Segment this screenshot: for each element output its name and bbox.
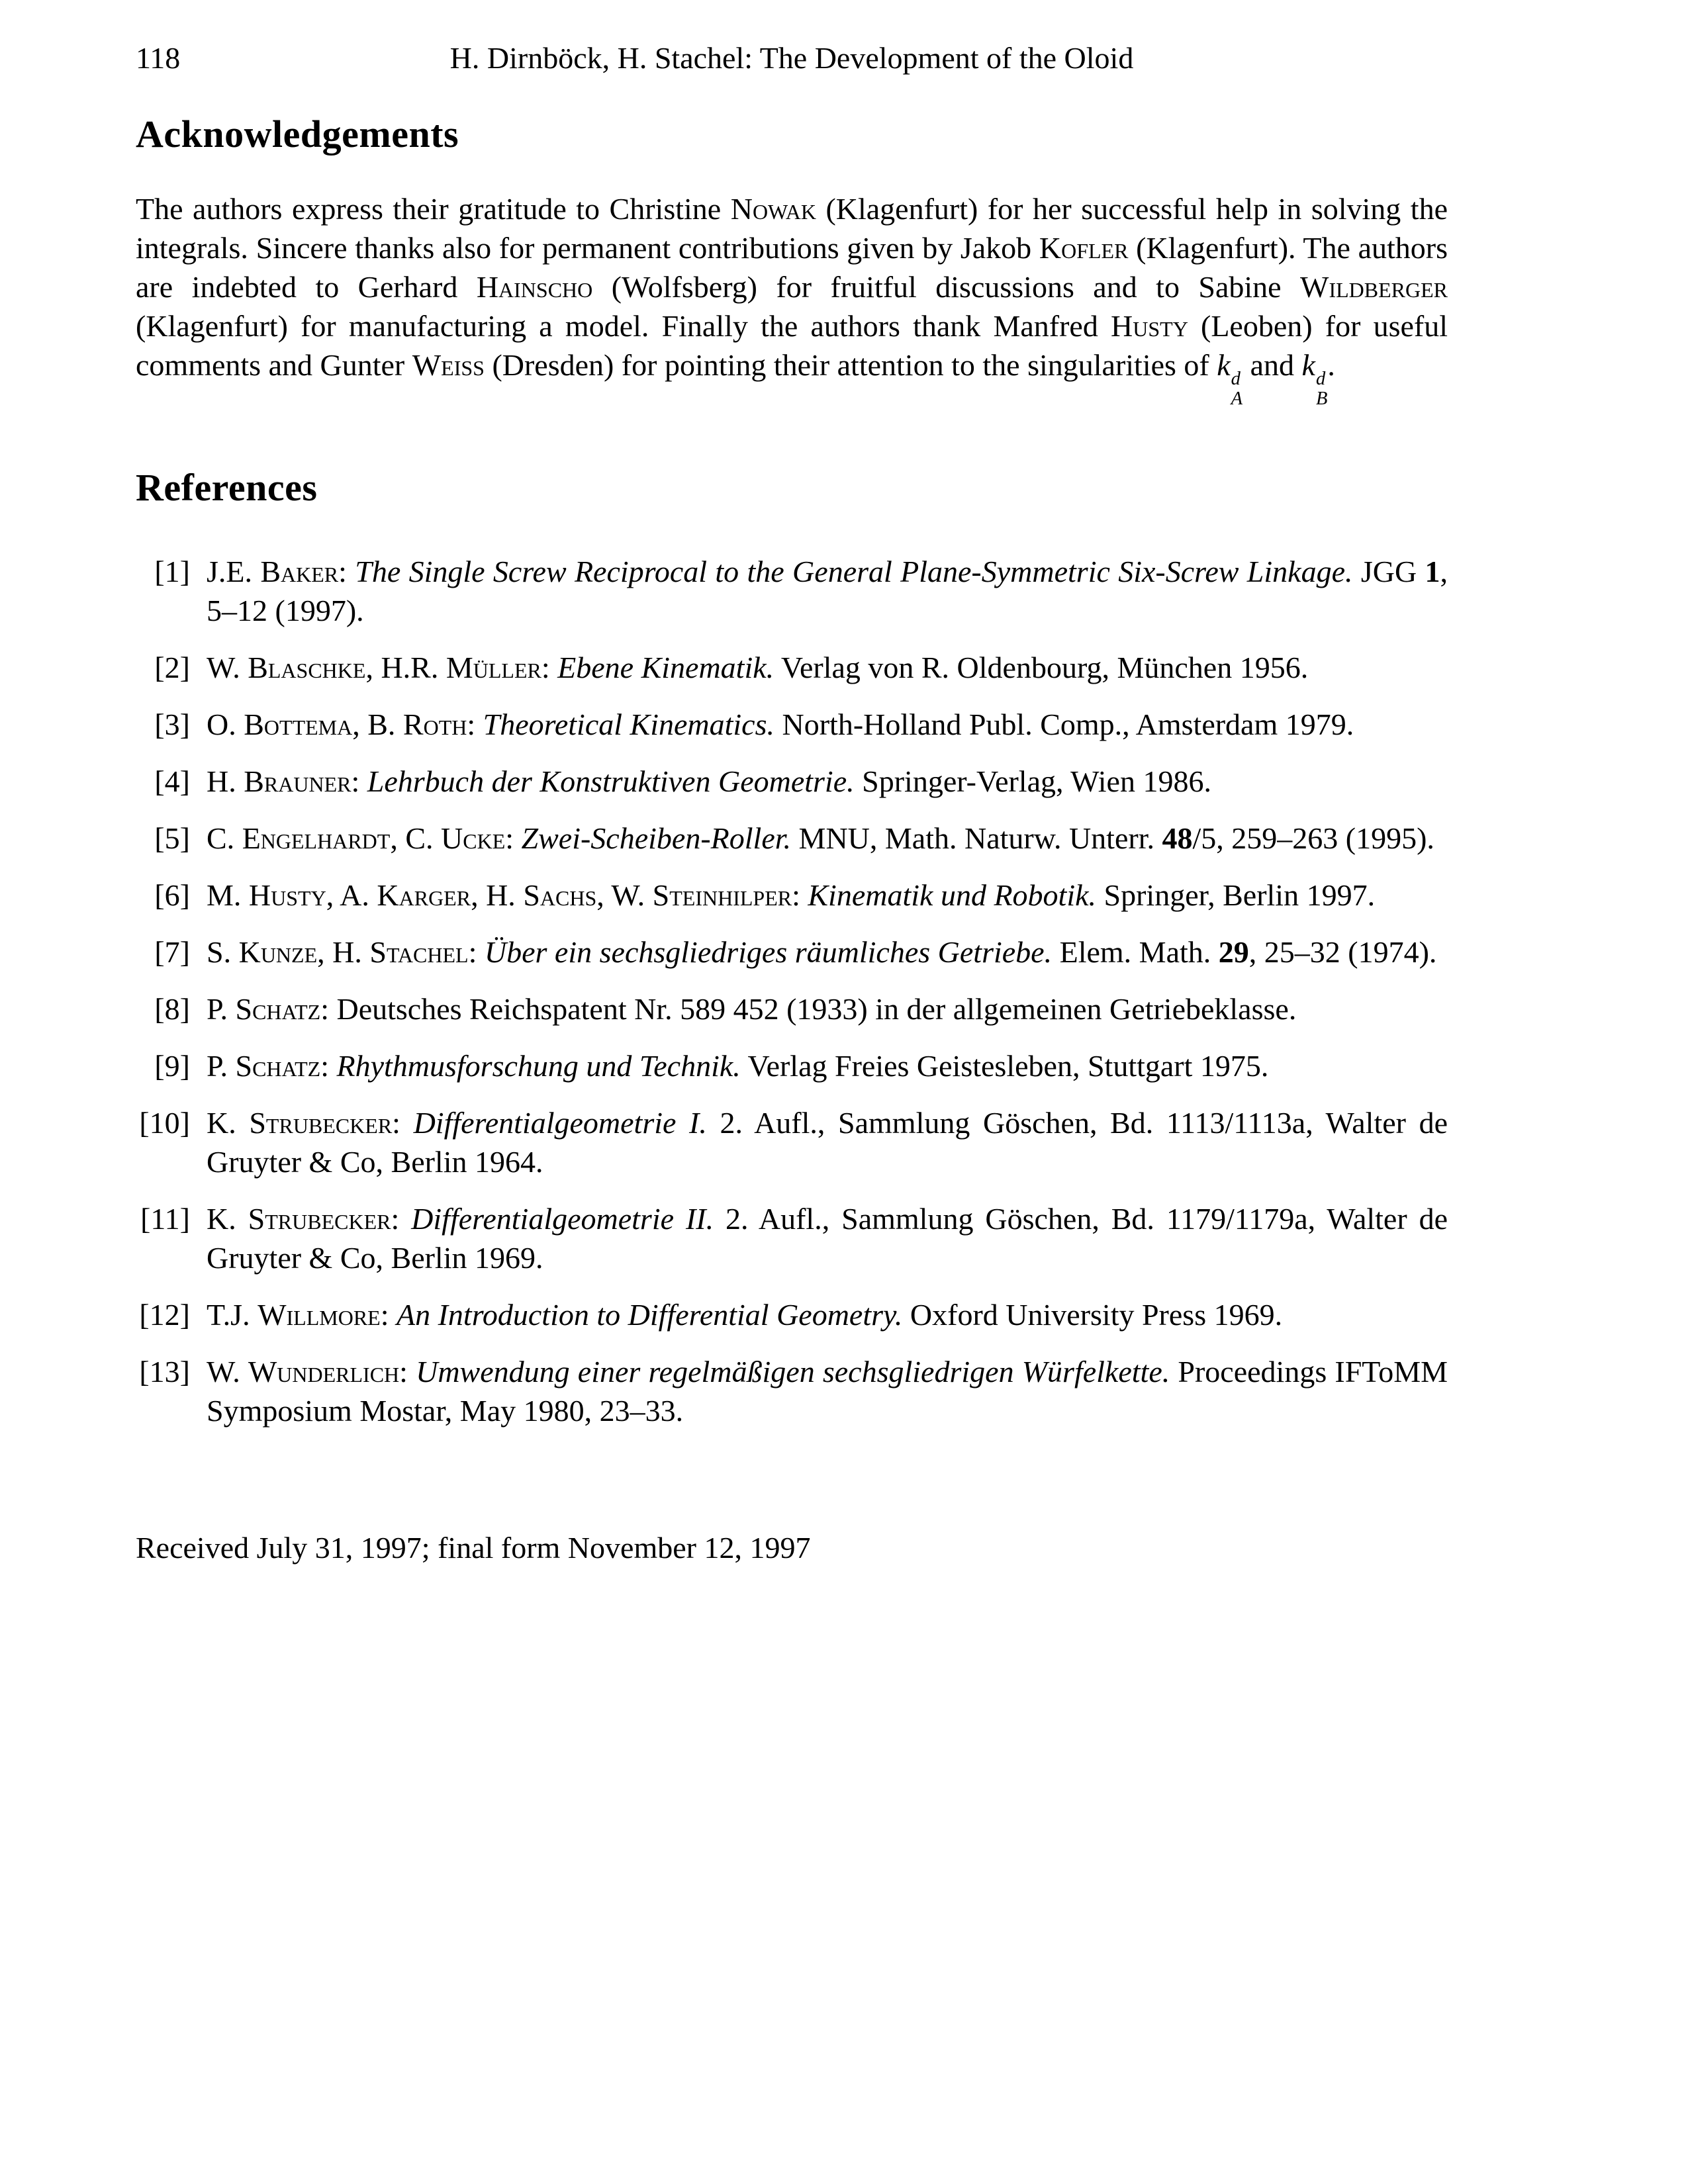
reference-item (136, 552, 1448, 630)
reference-item (136, 819, 1448, 858)
acknowledgements-heading: Acknowledgements (136, 113, 459, 156)
reference-list (136, 552, 1448, 1430)
reference-label: [6] (154, 878, 190, 913)
reference-text: H. Brauner: Lehrbuch der Konstruktiven Geometrie. Springer-Verlag, Wien 1986. (207, 764, 1211, 799)
reference-label: [8] (154, 992, 190, 1026)
reference-item (136, 989, 1448, 1028)
reference-item (136, 876, 1448, 915)
reference-text: C. Engelhardt, C. Ucke: Zwei-Scheiben-Roller. MNU, Math. Naturw. Unterr. 48/5, 259–263 (1995). (207, 821, 1434, 856)
reference-text: W. Wunderlich: Umwendung einer regelmäßigen sechsgliedrigen Würfelkette. Proceedings IFToMM Symposium Mostar, May 1980, 23–33. (207, 1355, 1448, 1428)
running-title: H. Dirnböck, H. Stachel: The Development of the Oloid (449, 41, 1134, 75)
running-head (136, 41, 1448, 75)
reference-label: [1] (154, 555, 190, 589)
acknowledgements-paragraph: The authors express their gratitude to Christine Nowak (Klagenfurt) for her successful help in solving the integrals. Sincere thanks also for permanent contributions given by Jakob Kofler (Klagenfurt). The authors are indebted to Gerhard Hainscho (Wolfsberg) for fruitful discussions and to Sabine Wildberger (Klagenfurt) for manufacturing a model. Finally the authors thank Manfred Husty (Leoben) for useful comments and Gunter Weiss (Dresden) for pointing their attention to the singularities of k d A and k d B . (136, 192, 1448, 410)
reference-item (136, 1295, 1448, 1334)
math-k-A: k d A (1217, 348, 1243, 410)
reference-text: W. Blaschke, H.R. Müller: Ebene Kinematik. Verlag von R. Oldenbourg, München 1956. (207, 651, 1309, 685)
reference-text: S. Kunze, H. Stachel: Über ein sechsgliedriges räumliches Getriebe. Elem. Math. 29, 25–32 (1974). (207, 935, 1437, 970)
reference-label: [4] (154, 764, 190, 799)
reference-label: [12] (139, 1298, 190, 1332)
reference-label: [10] (139, 1106, 190, 1140)
reference-item (136, 1199, 1448, 1277)
received-note: Received July 31, 1997; final form November 12, 1997 (136, 1531, 811, 1565)
reference-item (136, 1046, 1448, 1085)
reference-text: T.J. Willmore: An Introduction to Differential Geometry. Oxford University Press 1969. (207, 1298, 1283, 1332)
reference-text: M. Husty, A. Karger, H. Sachs, W. Steinhilper: Kinematik und Robotik. Springer, Berlin 1997. (207, 878, 1376, 913)
reference-text: J.E. Baker: The Single Screw Reciprocal to the General Plane-Symmetric Six-Screw Linkage. JGG 1, 5–12 (1997). (207, 555, 1448, 628)
reference-text: O. Bottema, B. Roth: Theoretical Kinematics. North-Holland Publ. Comp., Amsterdam 1979. (207, 707, 1354, 742)
reference-item (136, 762, 1448, 801)
reference-label: [13] (139, 1355, 190, 1389)
page-number: 118 (136, 41, 181, 75)
reference-label: [2] (154, 651, 190, 685)
reference-item (136, 933, 1448, 972)
reference-item (136, 1352, 1448, 1430)
reference-text: P. Schatz: Deutsches Reichspatent Nr. 589 452 (1933) in der allgemeinen Getriebeklasse. (207, 992, 1297, 1026)
math-k-B: k d B (1301, 348, 1328, 410)
reference-text: K. Strubecker: Differentialgeometrie II. 2. Aufl., Sammlung Göschen, Bd. 1179/1179a, Walter de Gruyter & Co, Berlin 1969. (207, 1202, 1448, 1275)
reference-label: [7] (154, 935, 190, 970)
reference-label: [3] (154, 707, 190, 742)
reference-label: [11] (140, 1202, 190, 1236)
reference-item (136, 1103, 1448, 1181)
text-column (136, 41, 1448, 1567)
reference-label: [5] (154, 821, 190, 856)
reference-item (136, 648, 1448, 687)
reference-text: K. Strubecker: Differentialgeometrie I. 2. Aufl., Sammlung Göschen, Bd. 1113/1113a, Walter de Gruyter & Co, Berlin 1964. (207, 1106, 1448, 1179)
reference-label: [9] (154, 1049, 190, 1083)
references-heading: References (136, 466, 318, 510)
reference-item (136, 705, 1448, 744)
reference-text: P. Schatz: Rhythmusforschung und Technik. Verlag Freies Geistesleben, Stuttgart 1975. (207, 1049, 1269, 1083)
